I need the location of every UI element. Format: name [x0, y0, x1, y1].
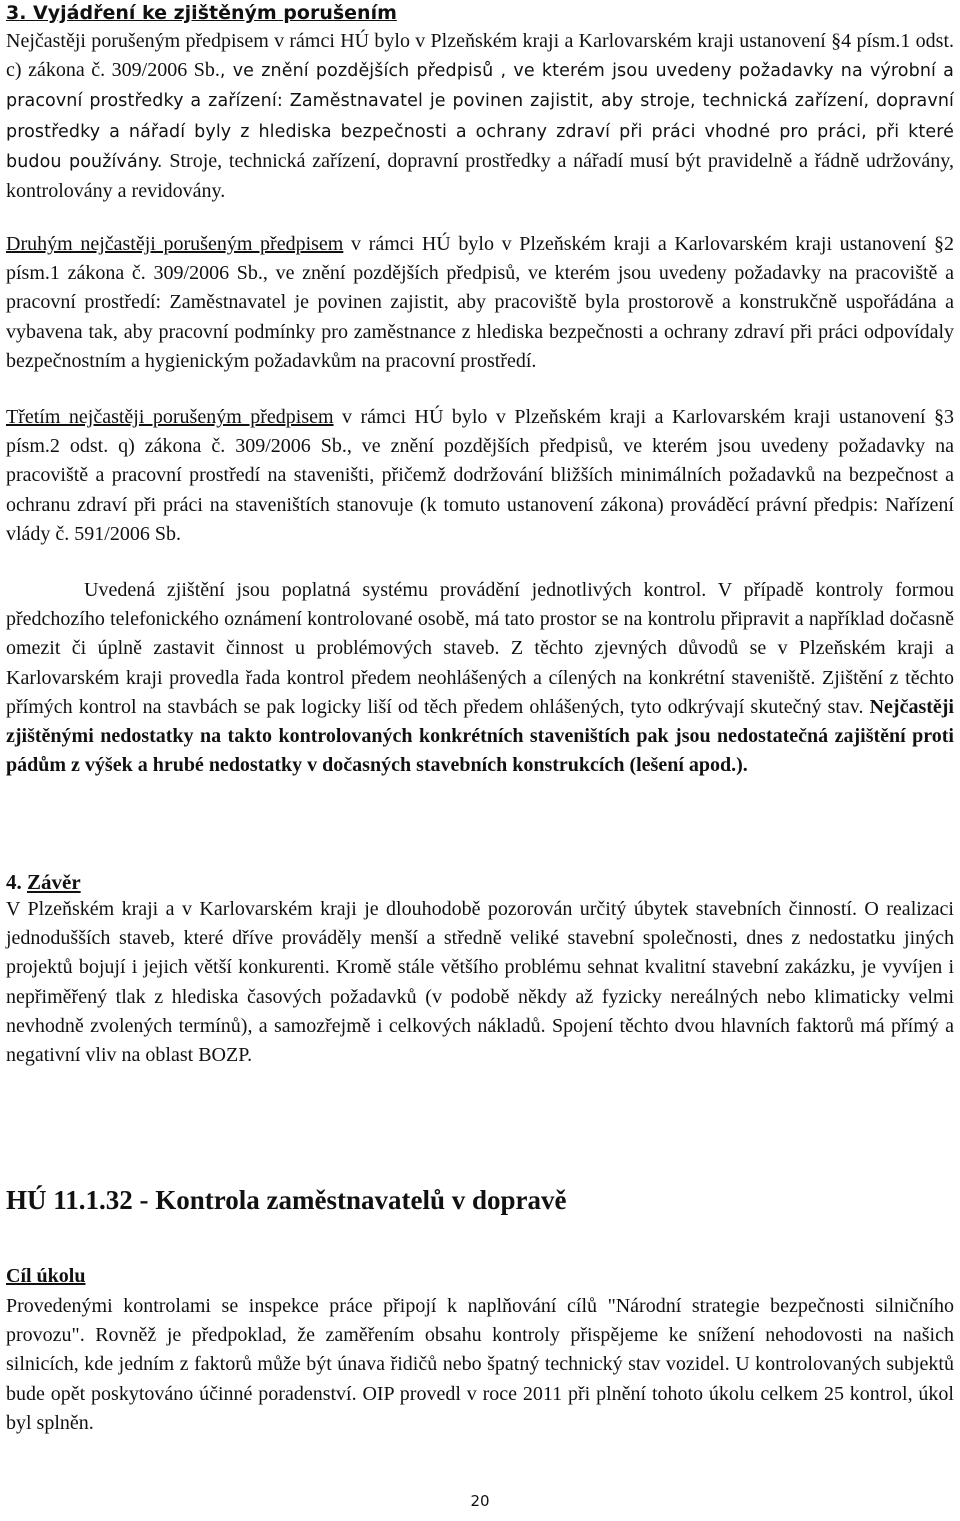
goal-paragraph: Provedenými kontrolami se inspekce práce připojí k naplňování cílů "Národní strategie bezpečnosti silničního provozu". Rovněž je předpoklad, že zaměřením obsahu kontroly přispějeme ke snížení nehodovosti na našich silnicích, kde jedním z faktorů může být únava řidičů nebo špatný technický stav vozidel. U kontrolovaných subjektů bude opět poskytováno účinné poradenství. OIP provedl v roce 2011 při plnění tohoto úkolu celkem 25 kontrol, úkol byl splněn. — [6, 1295, 954, 1434]
page-number: 20 — [470, 1492, 490, 1510]
section-4-paragraph: V Plzeňském kraji a v Karlovarském kraji je dlouhodobě pozorován určitý úbytek stavebních činností. O realizaci jednodušších staveb, které dříve prováděly menší a středně veliké stavební společnosti, dnes z nedostatku jiných projektů bojují i jejich větší konkurenti. Kromě stále většího problému sehnat kvalitní stavební zakázku, je vyvíjen i nepřiměřený tlak z hlediska časových požadavků (v podobě někdy až fyzicky nereálných nebo klimaticky velmi nevhodně zvolených termínů), a samozřejmě i celkových nákladů. Spojení těchto dvou hlavních faktorů má přímý a negativní vliv na oblast BOZP. — [6, 898, 954, 1067]
section-3-paragraph-2: Druhým nejčastěji porušeným předpisem v rámci HÚ bylo v Plzeňském kraji a Karlovarském kraji ustanovení §2 písm.1 zákona č. 309/2006 Sb., ve znění pozdějších předpisů, ve kterém jsou uvedeny požadavky na pracoviště a pracovní prostředí: Zaměstnavatel je povinen zajistit, aby pracoviště byla prostorově a konstrukčně uspořádána a vybavena tak, aby pracovní podmínky pro zaměstnance z hlediska bezpečnosti a ochrany zdraví při práci odpovídaly bezpečnostním a hygienickým požadavkům na pracovní prostředí. — [6, 233, 954, 372]
section-3-paragraph-4: Uvedená zjištění jsou poplatná systému provádění jednotlivých kontrol. V případě kontroly formou předchozího telefonického oznámení kontrolované osobě, má tato prostor se na kontrolu připravit a například dočasně omezit či úplně zastavit činnost u problémových staveb. Z těchto zjevných důvodů se v Plzeňském kraji a Karlovarském kraji provedla řada kontrol předem neohlášených a cílených na konkrétní staveniště. Zjištění z těchto přímých kontrol na stavbách se pak logicky liší od těch předem ohlášených, tyto odkrývají skutečný stav. Nejčastěji zjištěnými nedostatky na takto kontrolovaných konkrétních staveništích pak jsou nedostatečná zajištění proti pádům z výšek a hrubé nedostatky v dočasných stavebních konstrukcích (lešení apod.). — [6, 579, 954, 777]
section-3-paragraph-1: Nejčastěji porušeným předpisem v rámci HÚ bylo v Plzeňském kraji a Karlovarském kraji ustanovení §4 písm.1 odst. c) zákona č. 309/2006 Sb., ve znění pozdějších předpisů , ve kterém jsou uvedeny požadavky na výrobní a pracovní prostředky a zařízení: Zaměstnavatel je povinen zajistit, aby stroje, technická zařízení, dopravní prostředky a nářadí byly z hlediska bezpečnosti a ochrany zdraví při práci vhodné pro práci, při které budou používány. Stroje, technická zařízení, dopravní prostředky a nářadí musí být pravidelně a řádně udržovány, kontrolovány a revidovány. — [6, 30, 954, 203]
section-3-paragraph-3: Třetím nejčastěji porušeným předpisem v rámci HÚ bylo v Plzeňském kraji a Karlovarském kraji ustanovení §3 písm.2 odst. q) zákona č. 309/2006 Sb., ve znění pozdějších předpisů, ve kterém jsou uvedeny požadavky na pracoviště a pracovní prostředí na staveništi, přičemž dodržování bližších minimálních požadavků na bezpečnost a ochranu zdraví při práci na staveništích stanovuje (k tomuto ustanovení zákona) prováděcí právní předpis: Nařízení vlády č. 591/2006 Sb. — [6, 406, 954, 545]
section-3-title: 3. Vyjádření ke zjištěným porušením — [6, 2, 397, 24]
goal-heading: Cíl úkolu — [6, 1265, 86, 1287]
section-4-title: 4. Závěr — [6, 870, 81, 894]
hu-heading: HÚ 11.1.32 - Kontrola zaměstnavatelů v dopravě — [6, 1185, 567, 1215]
